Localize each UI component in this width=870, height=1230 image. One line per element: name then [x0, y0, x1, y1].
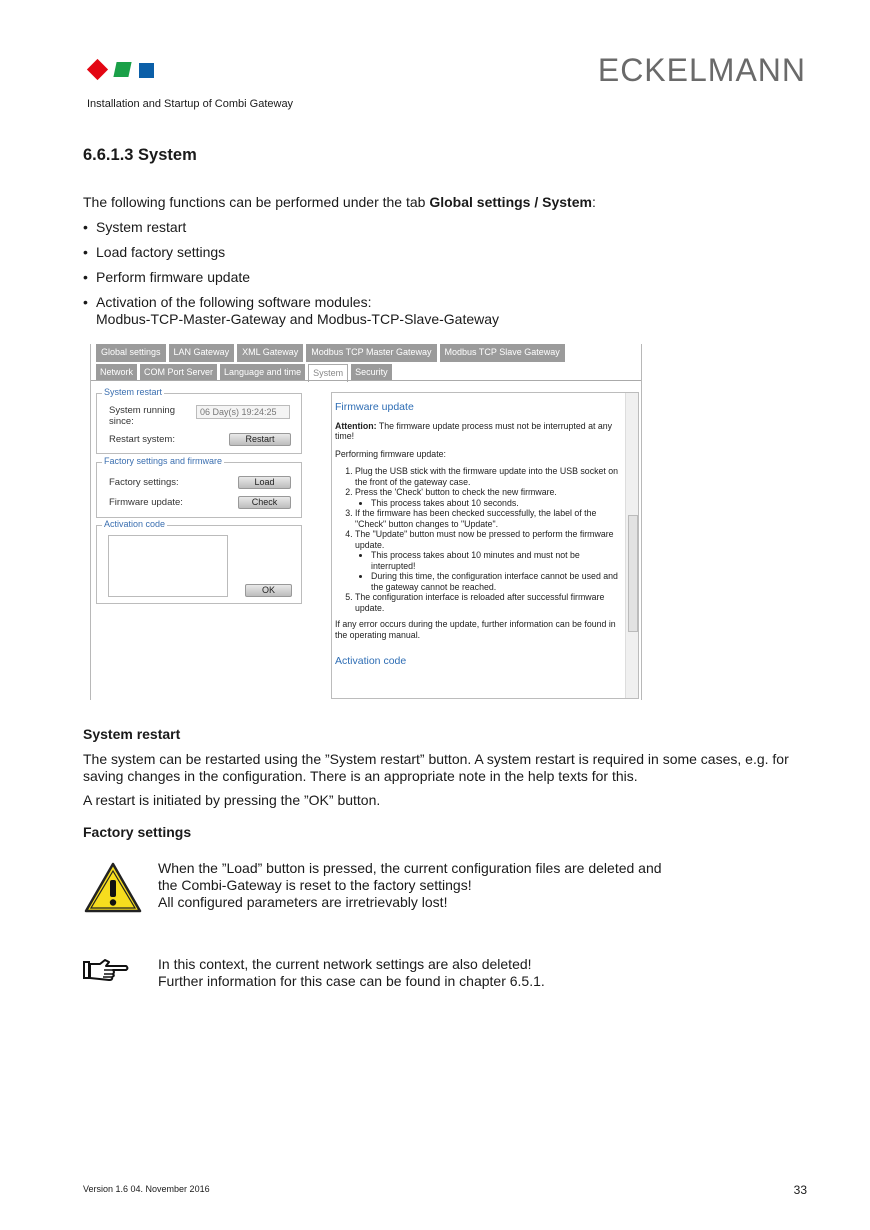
- ui-screenshot: [90, 344, 642, 700]
- activation-code-group: [96, 519, 302, 604]
- activation-help-title: Activation code: [335, 655, 407, 667]
- brand-name: ECKELMANN: [597, 52, 806, 88]
- list-item: • Load factory settings: [83, 244, 499, 261]
- activation-code-textarea[interactable]: [108, 535, 228, 597]
- factory-settings-label: Factory settings:: [109, 477, 179, 488]
- ok-button[interactable]: OK: [245, 584, 292, 597]
- help-panel[interactable]: [331, 392, 639, 699]
- list-item: • This process takes about 10 seconds.: [371, 498, 621, 509]
- restart-system-label: Restart system:: [109, 434, 175, 445]
- tab-divider: [91, 380, 641, 381]
- tab-modbus-master[interactable]: Modbus TCP Master Gateway: [306, 344, 436, 362]
- factory-firmware-group: [96, 456, 302, 518]
- list-item: • This process takes about 10 minutes and must not be interrupted!: [371, 550, 621, 571]
- check-button[interactable]: Check: [238, 496, 291, 509]
- pointing-hand-icon: [83, 958, 129, 982]
- list-item: 5. The configuration interface is reloaded after successful firmware update.: [355, 592, 621, 613]
- tab-lan-gateway[interactable]: LAN Gateway: [169, 344, 235, 362]
- scrollbar-thumb[interactable]: [628, 515, 638, 632]
- list-item: 4. The "Update" button must now be pressed to perform the firmware update. • This process takes about 10 minutes and must not be interrupted! • During this time, the configuration interface cannot be used and the gateway cannot be reached.: [355, 529, 621, 592]
- tab-network[interactable]: Network: [96, 364, 137, 381]
- help-title: Firmware update: [335, 401, 414, 413]
- main-tabs: [96, 344, 565, 362]
- system-restart-text: The system can be restarted using the ”System restart” button. A system restart is required in some cases, e.g. for saving changes in the configuration. There is an appropriate note in the help texts for this.: [83, 751, 789, 784]
- sub-tabs: [96, 364, 392, 381]
- document-subtitle: Installation and Startup of Combi Gateway: [87, 98, 294, 110]
- restart-ok-text: A restart is initiated by pressing the ”OK” button.: [83, 792, 381, 808]
- list-item: • During this time, the configuration interface cannot be used and the gateway cannot be reached.: [371, 571, 621, 592]
- group-legend: Factory settings and firmware: [104, 456, 223, 466]
- tab-modbus-slave[interactable]: Modbus TCP Slave Gateway: [440, 344, 565, 362]
- tab-security[interactable]: Security: [351, 364, 392, 381]
- tab-system[interactable]: System: [308, 364, 348, 382]
- factory-warning: When the ”Load” button is pressed, the current configuration files are deleted and the Combi-Gateway is reset to the factory settings! All configured parameters are irretrievably lost!: [158, 860, 662, 910]
- group-legend: Activation code: [104, 519, 166, 529]
- company-logo: [86, 60, 158, 82]
- list-item: 3. If the firmware has been checked successfully, the label of the "Check" button changes to "Update".: [355, 508, 621, 529]
- load-button[interactable]: Load: [238, 476, 291, 489]
- intro-text: The following functions can be performed under the tab Global settings / System:: [83, 194, 596, 210]
- list-item: 2. Press the 'Check' button to check the new firmware. • This process takes about 10 seconds.: [355, 487, 621, 508]
- tab-com-port-server[interactable]: COM Port Server: [140, 364, 217, 381]
- performing-heading: Performing firmware update:: [335, 448, 446, 459]
- group-legend: System restart: [104, 387, 163, 397]
- tab-language-time[interactable]: Language and time: [220, 364, 305, 381]
- firmware-update-label: Firmware update:: [109, 497, 183, 508]
- function-list: [83, 219, 499, 336]
- page-number: 33: [793, 1183, 807, 1197]
- list-item: • System restart: [83, 219, 499, 236]
- attention-note: Attention: The firmware update process must not be interrupted at any time!: [335, 420, 613, 441]
- list-item: • Activation of the following software modules: Modbus-TCP-Master-Gateway and Modbus-TCP-Slave-Gateway: [83, 294, 499, 328]
- running-since-value: 06 Day(s) 19:24:25: [196, 405, 290, 419]
- tab-xml-gateway[interactable]: XML Gateway: [237, 344, 303, 362]
- system-restart-group: [96, 387, 302, 454]
- running-since-label: System running since:: [109, 405, 176, 427]
- list-item: • Perform firmware update: [83, 269, 499, 286]
- list-item: 1. Plug the USB stick with the firmware update into the USB socket on the front of the gateway case.: [355, 466, 621, 487]
- error-note: If any error occurs during the update, further information can be found in the operating manual.: [335, 619, 616, 640]
- section-heading: 6.6.1.3 System: [83, 146, 197, 164]
- restart-button[interactable]: Restart: [229, 433, 291, 446]
- update-steps: [335, 466, 621, 613]
- system-restart-heading: System restart: [83, 726, 181, 742]
- help-scrollbar[interactable]: [625, 393, 638, 698]
- network-note: In this context, the current network settings are also deleted! Further information for this case can be found in chapter 6.5.1.: [158, 956, 545, 989]
- footer-version: Version 1.6 04. November 2016: [83, 1184, 210, 1194]
- factory-settings-heading: Factory settings: [83, 824, 192, 840]
- tab-global-settings[interactable]: Global settings: [96, 344, 166, 362]
- warning-icon: [84, 862, 142, 914]
